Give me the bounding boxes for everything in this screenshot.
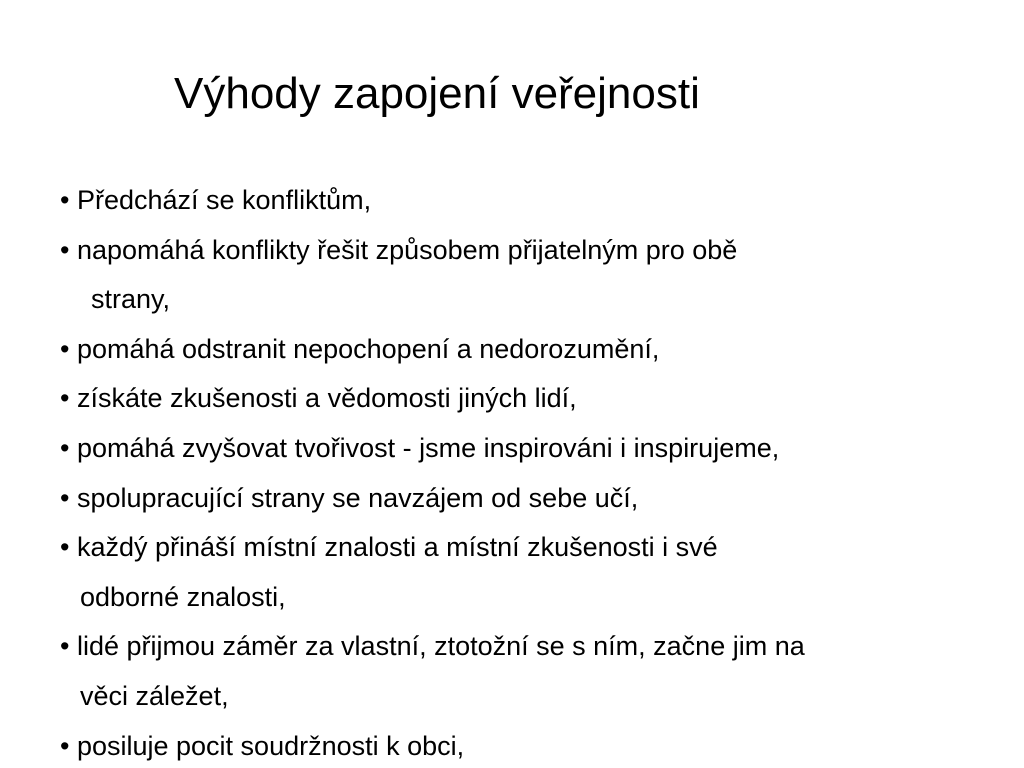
slide-title: Výhody zapojení veřejnosti: [174, 69, 700, 118]
bullet-continuation: strany,: [91, 284, 171, 315]
bullet-list: [60, 176, 805, 768]
bullet-item: • posiluje pocit soudržnosti k obci,: [60, 730, 465, 761]
bullet-item: • pomáhá odstranit nepochopení a nedorozumění,: [60, 333, 660, 364]
bullet-item: • pomáhá zvyšovat tvořivost - jsme inspirováni i inspirujeme,: [60, 432, 780, 463]
bullet-item: • získáte zkušenosti a vědomosti jiných lidí,: [60, 383, 577, 414]
bullet-item: • Předchází se konfliktům,: [60, 185, 372, 215]
bullet-item: • každý přináší místní znalosti a místní zkušenosti i své: [60, 532, 718, 563]
bullet-continuation: věci záležet,: [80, 680, 229, 711]
bullet-continuation: odborné znalosti,: [80, 581, 286, 612]
bullet-item: • spolupracující strany se navzájem od sebe učí,: [60, 482, 639, 513]
bullet-item: • lidé přijmou záměr za vlastní, ztotožní se s ním, začne jim na: [60, 631, 805, 662]
bullet-item: • napomáhá konflikty řešit způsobem přijatelným pro obě: [60, 234, 738, 265]
